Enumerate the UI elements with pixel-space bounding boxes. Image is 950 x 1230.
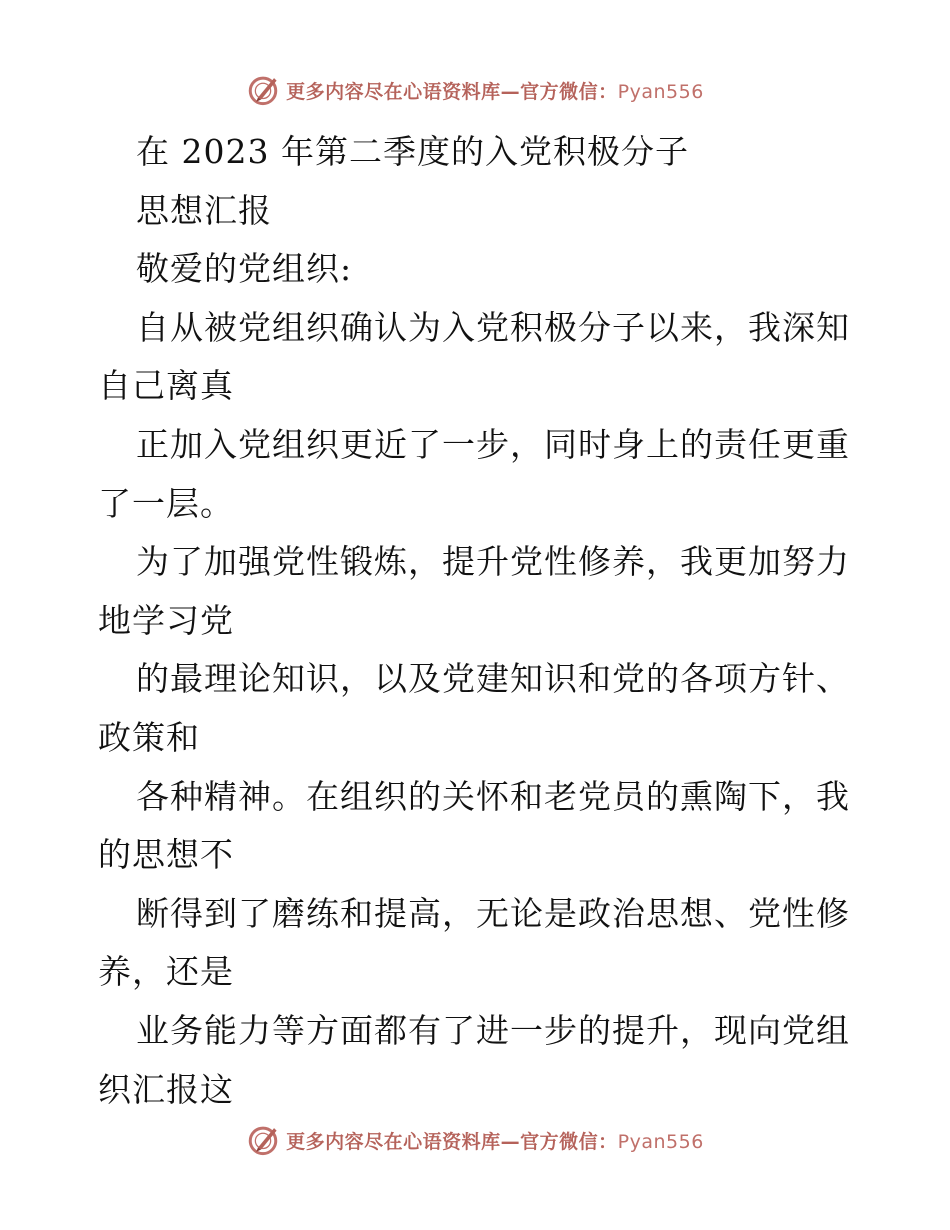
watermark-text: 更多内容尽在心语资料库—官方微信：Pyan556 [286, 1130, 704, 1153]
text-line: 了一层。 [98, 483, 234, 523]
text-line: 自从被党组织确认为入党积极分子以来，我深知 [136, 307, 850, 347]
text-line: 敬爱的党组织: [136, 249, 353, 289]
text-line: 政策和 [98, 717, 200, 757]
text-line: 地学习党 [98, 600, 234, 640]
quill-pen-logo-icon [246, 1123, 280, 1157]
watermark-wechat-id: Pyan556 [617, 80, 704, 103]
text-line: 正加入党组织更近了一步，同时身上的责任更重 [136, 424, 850, 464]
text-line: 自己离真 [98, 366, 234, 406]
watermark-wechat-id: Pyan556 [617, 1130, 704, 1153]
footer-watermark [0, 1120, 950, 1160]
text-line: 养，还是 [98, 952, 234, 992]
text-line: 的最理论知识，以及党建知识和党的各项方针、 [136, 659, 850, 699]
text-line: 的思想不 [98, 835, 234, 875]
document-body [98, 123, 858, 1119]
text-line: 业务能力等方面都有了进一步的提升，现向党组 [136, 1010, 850, 1050]
text-line: 断得到了磨练和提高，无论是政治思想、党性修 [136, 893, 850, 933]
text-line: 在 2023 年第二季度的入党积极分子 [136, 132, 689, 171]
header-watermark [0, 70, 950, 110]
text-line: 为了加强党性锻炼，提升党性修养，我更加努力 [136, 542, 850, 582]
watermark-text: 更多内容尽在心语资料库—官方微信：Pyan556 [286, 80, 704, 103]
quill-pen-logo-icon [246, 73, 280, 107]
text-line: 织汇报这 [98, 1069, 234, 1109]
text-line: 各种精神。在组织的关怀和老党员的熏陶下，我 [136, 776, 850, 816]
text-line: 思想汇报 [136, 190, 272, 230]
